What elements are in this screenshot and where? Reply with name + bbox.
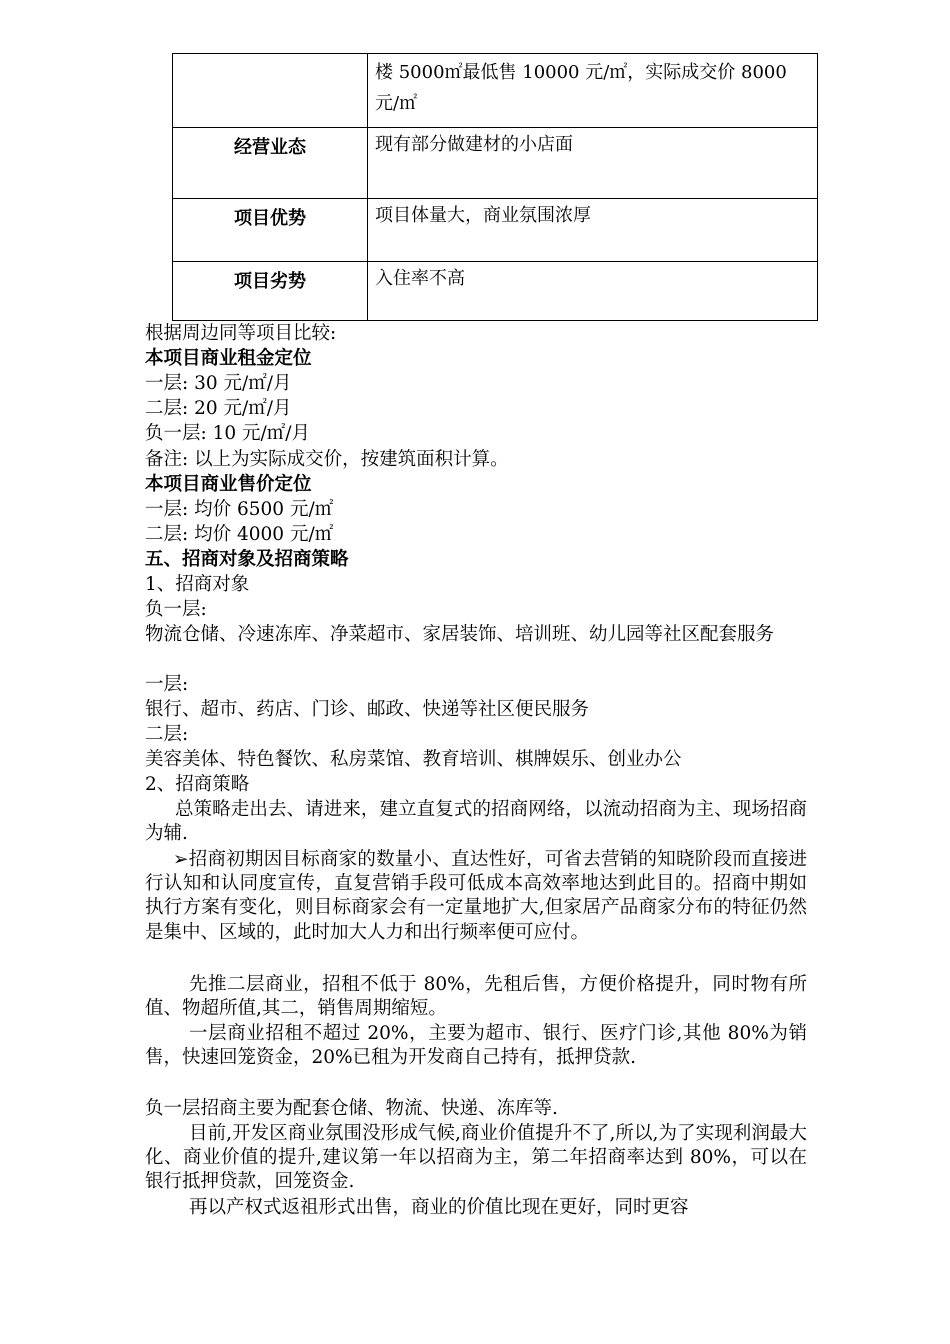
rent-heading: 本项目商业租金定位 bbox=[145, 348, 312, 369]
table-cell-value: 现有部分做建材的小店面 bbox=[375, 134, 573, 155]
table-row bbox=[173, 127, 817, 198]
table-cell-label: 项目优势 bbox=[234, 208, 306, 229]
sub-heading-1: 1、招商对象 bbox=[145, 574, 250, 595]
price-floor-1: 一层: 均价 6500 元/㎡ bbox=[145, 499, 334, 520]
strategy-paragraph-5: 负一层招商主要为配套仓储、物流、快递、冻库等. bbox=[145, 1098, 558, 1119]
basement-label: 负一层: bbox=[145, 599, 207, 620]
intro-text: 根据周边同等项目比较: bbox=[145, 323, 337, 344]
rent-basement: 负一层: 10 元/㎡/月 bbox=[145, 423, 311, 444]
strategy-paragraph-1: 总策略走出去、请进来，建立直复式的招商网络，以流动招商为主、现场招商为辅. bbox=[145, 799, 807, 845]
sub-heading-2: 2、招商策略 bbox=[145, 774, 250, 795]
strategy-paragraph-7: 再以产权式返祖形式出售，商业的价值比现在更好，同时更容 bbox=[189, 1197, 689, 1218]
info-table bbox=[172, 53, 818, 321]
table-cell-value: 楼 5000㎡最低售 10000 元/㎡，实际成交价 8000 元/㎡ bbox=[375, 62, 787, 114]
strategy-paragraph-2: ➢招商初期因目标商家的数量小、直达性好，可省去营销的知晓阶段而直接进行认知和认同度宣传，直复营销手段可低成本高效率地达到此目的。招商中期如执行方案有变化，则目标商家会有一定量地扩大,但家居产品商家分布的特征仍然是集中、区域的，此时加大人力和出行频率便可应付。 bbox=[145, 849, 807, 943]
floor-2-label: 二层: bbox=[145, 724, 189, 745]
basement-text: 物流仓储、冷速冻库、净菜超市、家居装饰、培训班、幼儿园等社区配套服务 bbox=[145, 624, 775, 645]
table-cell-value: 项目体量大，商业氛围浓厚 bbox=[375, 205, 591, 226]
table-cell-label: 项目劣势 bbox=[234, 271, 306, 292]
table-cell-value: 入住率不高 bbox=[375, 268, 465, 289]
rent-floor-2: 二层: 20 元/㎡/月 bbox=[145, 398, 292, 419]
strategy-paragraph-6: 目前,开发区商业氛围没形成气候,商业价值提升不了,所以,为了实现利润最大化、商业价值的提升,建议第一年以招商为主，第二年招商率达到 80%，可以在银行抵押贷款，回笼资金. bbox=[145, 1123, 807, 1193]
rent-floor-1: 一层: 30 元/㎡/月 bbox=[145, 373, 292, 394]
strategy-paragraph-4: 一层商业招租不超过 20%，主要为超市、银行、医疗门诊,其他 80%为销售，快速回笼资金，20%已租为开发商自己持有，抵押贷款. bbox=[145, 1023, 807, 1069]
floor-1-label: 一层: bbox=[145, 674, 189, 695]
table-row bbox=[173, 54, 817, 127]
table-row bbox=[173, 198, 817, 261]
price-heading: 本项目商业售价定位 bbox=[145, 474, 312, 495]
rent-note: 备注: 以上为实际成交价，按建筑面积计算。 bbox=[145, 449, 509, 470]
price-floor-2: 二层: 均价 4000 元/㎡ bbox=[145, 524, 334, 545]
section-5-heading: 五、招商对象及招商策略 bbox=[145, 549, 349, 570]
floor-1-text: 银行、超市、药店、门诊、邮政、快递等社区便民服务 bbox=[145, 699, 590, 720]
table-row bbox=[173, 261, 817, 322]
floor-2-text: 美容美体、特色餐饮、私房菜馆、教育培训、棋牌娱乐、创业办公 bbox=[145, 749, 682, 770]
table-cell-label: 经营业态 bbox=[234, 137, 306, 158]
strategy-paragraph-3: 先推二层商业，招租不低于 80%，先租后售，方便价格提升，同时物有所值、物超所值,其二，销售周期缩短。 bbox=[145, 974, 807, 1020]
